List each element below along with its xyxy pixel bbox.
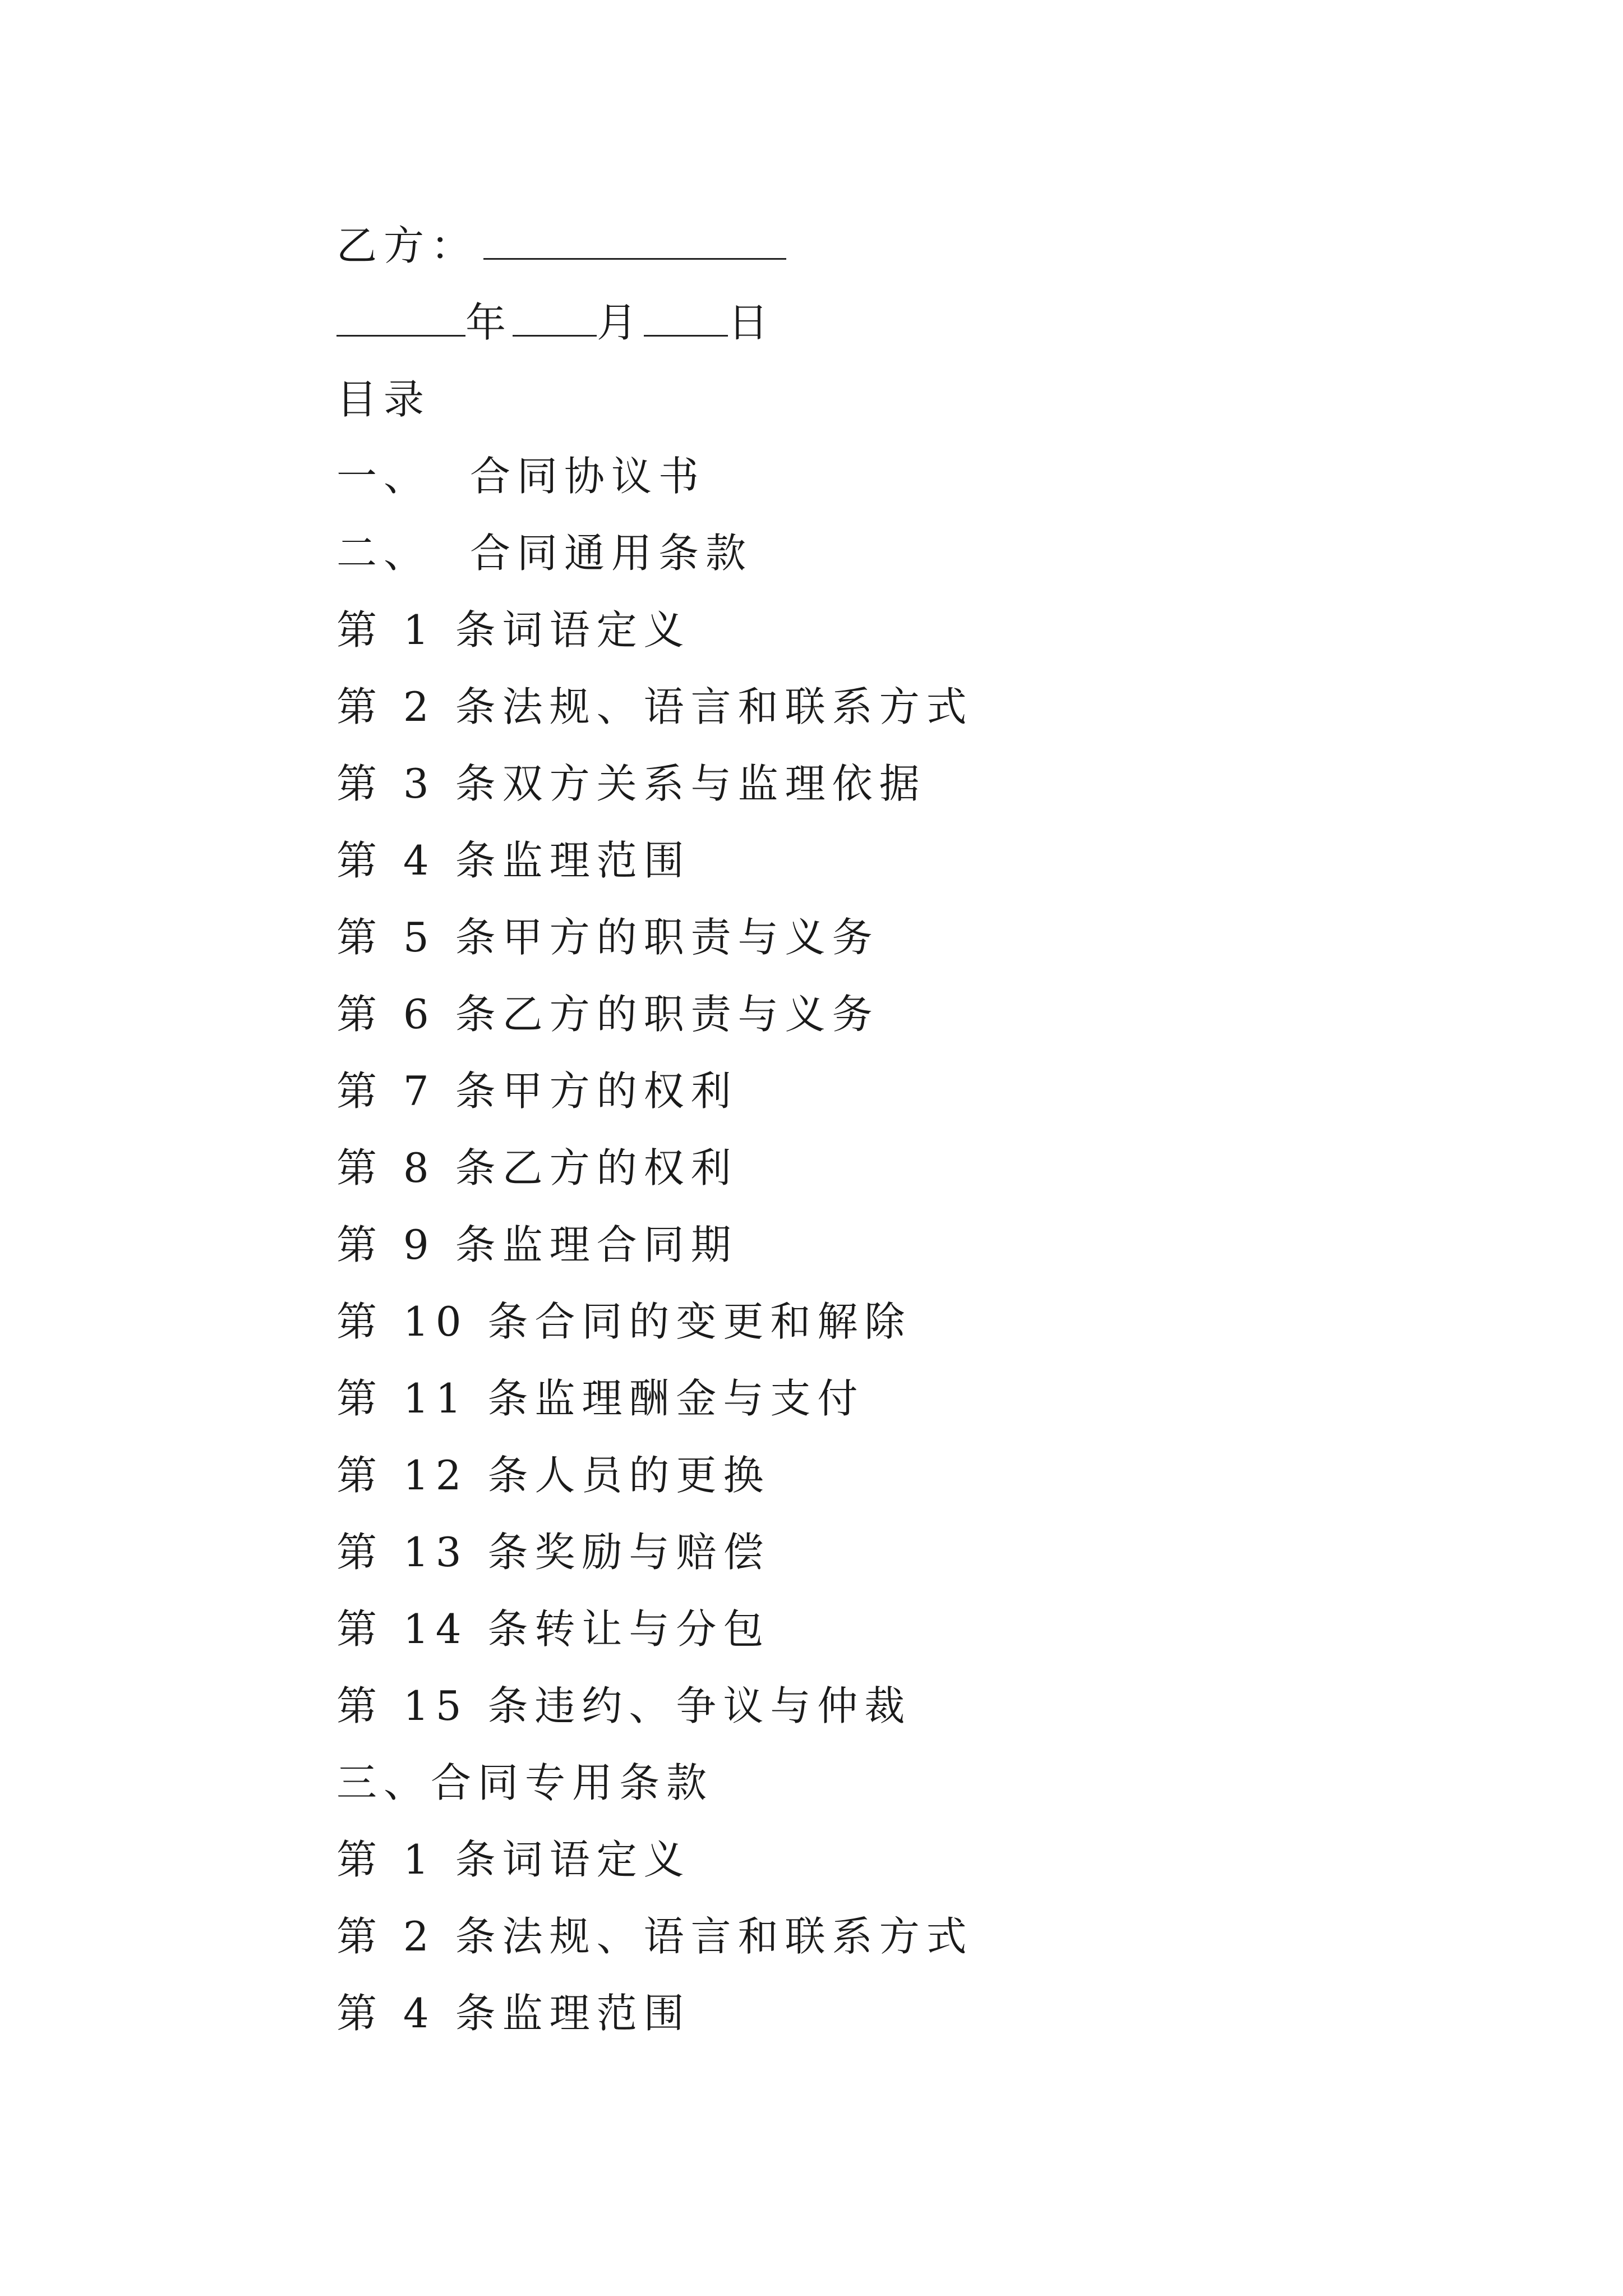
toc-general-item[interactable]: 第 12 条人员的更换 (336, 1452, 771, 1499)
date-line (336, 284, 1514, 361)
day-label: 日 (728, 299, 776, 346)
toc-general-item[interactable]: 第 15 条违约、争议与仲裁 (336, 1682, 912, 1729)
toc-general-item[interactable]: 第 1 条词语定义 (336, 606, 691, 654)
toc-section-2[interactable] (336, 515, 1514, 592)
party-b-blank[interactable] (483, 213, 786, 260)
section-1-label: 合同协议书 (470, 453, 706, 500)
section-2-number: 二、 (336, 530, 431, 577)
year-label: 年 (465, 299, 513, 346)
toc-special-item[interactable]: 第 2 条法规、语言和联系方式 (336, 1913, 974, 1960)
month-blank[interactable] (513, 290, 597, 337)
toc-general-item[interactable]: 第 6 条乙方的职责与义务 (336, 991, 879, 1038)
party-b-line (336, 208, 1514, 284)
toc-general-item[interactable]: 第 13 条奖励与赔偿 (336, 1529, 771, 1576)
month-label: 月 (597, 299, 644, 346)
toc-title: 目录 (336, 376, 431, 423)
year-blank[interactable] (336, 290, 465, 337)
day-blank[interactable] (644, 290, 728, 337)
party-b-label: 乙方： (336, 222, 478, 269)
toc-general-item[interactable]: 第 3 条双方关系与监理依据 (336, 760, 926, 807)
toc-general-item[interactable]: 第 5 条甲方的职责与义务 (336, 914, 879, 961)
toc-section-3[interactable]: 三、合同专用条款 (336, 1759, 714, 1806)
toc-general-item[interactable]: 第 4 条监理范围 (336, 837, 691, 884)
section-2-label: 合同通用条款 (470, 530, 753, 577)
toc-special-item[interactable]: 第 4 条监理范围 (336, 1990, 691, 2037)
section-1-number: 一、 (336, 453, 431, 500)
toc-general-item[interactable]: 第 9 条监理合同期 (336, 1221, 738, 1268)
toc-general-item[interactable]: 第 2 条法规、语言和联系方式 (336, 683, 974, 730)
toc-general-item[interactable]: 第 14 条转让与分包 (336, 1605, 771, 1653)
toc-general-item[interactable]: 第 8 条乙方的权利 (336, 1144, 738, 1191)
toc-general-item[interactable]: 第 10 条合同的变更和解除 (336, 1298, 912, 1345)
toc-section-1[interactable] (336, 438, 1514, 515)
toc-general-item[interactable]: 第 11 条监理酬金与支付 (336, 1375, 865, 1422)
toc-general-item[interactable]: 第 7 条甲方的权利 (336, 1068, 738, 1115)
document-content (336, 208, 1514, 2052)
toc-special-item[interactable]: 第 1 条词语定义 (336, 1836, 691, 1883)
